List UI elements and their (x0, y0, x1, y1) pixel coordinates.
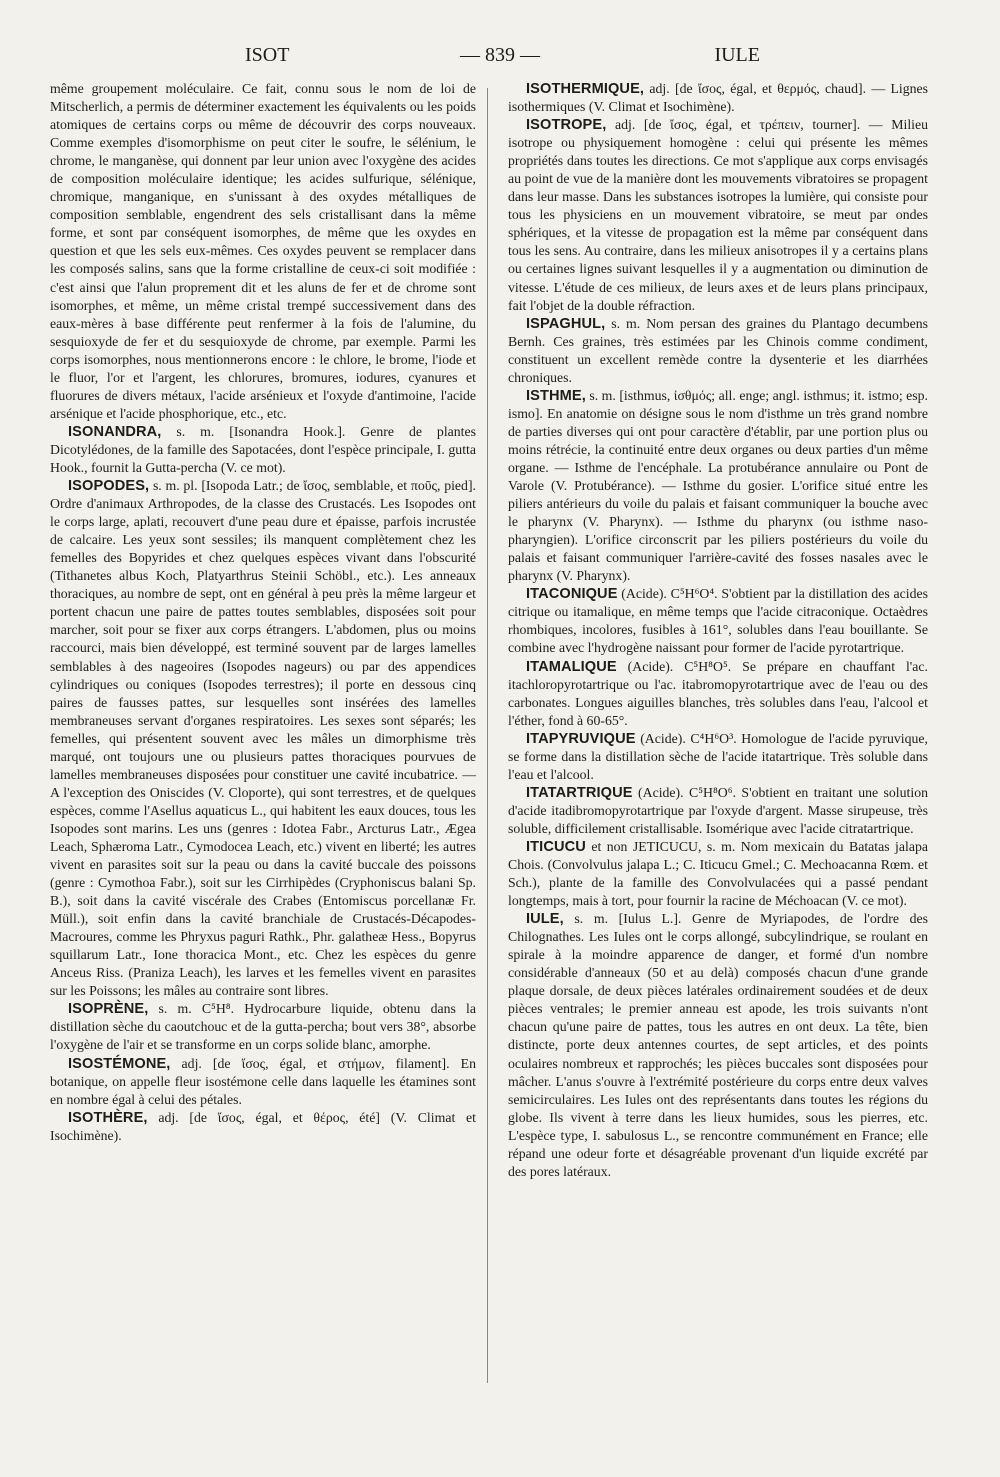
headword: ITAMALIQUE (526, 658, 617, 675)
headword: IULE, (526, 911, 564, 928)
header-right-guide-word: IULE (714, 44, 760, 66)
headword: ISOTROPE, (526, 117, 607, 134)
entry-text: s. m. C⁵H⁸. Hydrocarbure liquide, obtenu dans la distillation sèche du caoutchouc et de la gutta-percha; bout vers 38°, absorbe l'oxygène de l'air et se transforme en un corps solide blanc, amorphe. (50, 1001, 476, 1053)
headword: ISOSTÉMONE, (68, 1055, 171, 1072)
entry-isostemone (50, 1055, 476, 1109)
entry-text: adj. [de ἴσος, égal, et θερμός, chaud]. — Lignes isothermiques (V. Climat et Isochimène). (508, 81, 928, 115)
entry-ispaghul (508, 315, 928, 387)
headword: ISOPRÈNE, (68, 1001, 149, 1018)
entry-isoprene (50, 1000, 476, 1054)
headword: ISONANDRA, (68, 423, 162, 440)
entry-text: (Acide). C⁴H⁶O³. Homologue de l'acide pyruvique, se forme dans la distillation sèche de l'acide itatartrique. Très soluble dans l'eau et l'alcool. (508, 730, 928, 782)
entry-continuation (50, 80, 476, 423)
entry-isothere (50, 1109, 476, 1145)
entry-text: s. m. Nom persan des graines du Plantago decumbens Bernh. Ces graines, très estimées par les Chinois comme condiment, constituent un excellent remède contre la dysenterie et les diarrhées chroniques. (508, 315, 929, 385)
header-left-guide-word: ISOT (245, 44, 290, 66)
right-column (508, 80, 928, 1181)
entry-itamalique (508, 658, 928, 730)
entry-text: et non JETICUCU, s. m. Nom mexicain du Batatas jalapa Chois. (Convolvulus jalapa L.; C. Iticucu Gmel.; C. Mechoacanna Rœm. et Sch.), plante de la famille des Convolvulacées qui a passé pendant longtemps, mais à tort, pour fournir la racine de Méchoacan (V. ce mot). (508, 838, 928, 909)
entry-text: adj. [de ἴσος, égal, et θέρος, été] (V. Climat et Isochimène). (50, 1109, 476, 1143)
entry-text: s. m. [Isonandra Hook.]. Genre de plantes Dicotylédones, de la famille des Sapotacées, dont l'espèce principale, I. gutta Hook., fournit la Gutta-percha (V. ce mot). (50, 423, 476, 475)
headword: ITACONIQUE (526, 586, 618, 603)
entry-isothermique (508, 80, 928, 116)
entry-text: même groupement moléculaire. Ce fait, connu sous le nom de loi de Mitscherlich, a permis de déterminer exactement les équivalents ou les poids atomiques de certains corps ou même de découvrir des corps nouveaux. Comme exemples d'isomorphisme on peut citer le soufre, le sélénium, le chrome, le manganèse, qui donnent par leur union avec l'oxygène des acides de composition moléculaire identique; les acides sulfurique, sélénique, chromique, manganique, en s'unissant à des oxydes métalliques de composition semblable, engendrent des sels cristallisant dans la même forme, et sont par conséquent isomorphes, de même que les oxydes en question et que les sels eux-mêmes. Ces oxydes peuvent se remplacer dans les composés salins, sans que la forme cristalline de ceux-ci soit modifiée : c'est ainsi que l'alun proprement dit et les aluns de fer et de chrome sont isomorphes, et même, un même cristal trempé successivement dans des eaux-mères à base différente peut renfermer à la fois de l'alumine, du sesquioxyde de fer et du sesquioxyde de chrome, par exemple. Parmi les corps isomorphes, nous mentionnerons encore : le chlore, le brome, l'iode et le fluor, l'or et l'argent, les chlorures, bromures, iodures, cyanures et fluorures de divers métaux, l'acide arsénieux et l'oxyde d'antimoine, l'acide arsénique et l'acide phosphorique, etc., etc. (50, 81, 476, 421)
entry-iule (508, 910, 928, 1181)
entry-text: (Acide). C⁵H⁶O⁴. S'obtient par la distillation des acides citrique ou itamalique, en même temps que l'acide citraconique. Octaèdres rhombiques, incolores, fusibles à 161°, solubles dans l'eau bouillante. Se combine avec l'hydrogène naissant pour former de l'acide pyrotartrique. (508, 586, 929, 656)
headword: ITATARTRIQUE (526, 784, 633, 801)
entry-text: adj. [de ἴσος, égal, et τρέπειν, tourner]. — Milieu isotrope ou physiquement homogène : celui qui présente les mêmes propriétés dans toutes les directions. Ce mot s'applique aux corps envisagés au point de vue de la manière dont les mouvements vibratoires se propagent dans leur masse. Dans les substances isotropes la lumière, qui consiste pour tous les physiciens en un mouvement vibratoire, se meut par ondes sphériques, et la vitesse de propagation est la même par conséquent dans tous les sens. Au contraire, dans les milieux anisotropes il y a certains plans ou certaines lignes suivant lesquelles il y a augmentation ou diminution de vitesse. L'étude de ces milieux, de leurs axes et de leurs plans principaux, fait l'objet de la double réfraction. (508, 117, 929, 313)
headword: ISPAGHUL, (526, 315, 606, 332)
headword: ISTHME, (526, 387, 586, 404)
entry-isopodes (50, 477, 476, 1000)
headword: ISOPODES, (68, 478, 150, 495)
entry-isonandra (50, 423, 476, 477)
running-header (40, 44, 960, 76)
headword: ITAPYRUVIQUE (526, 730, 636, 747)
entry-iticucu (508, 838, 928, 910)
entry-itapyruvique (508, 730, 928, 784)
entry-itaconique (508, 585, 928, 657)
entry-text: (Acide). C⁵H⁸O⁵. Se prépare en chauffant l'ac. itachloropyrotartrique ou l'ac. itabromopyrotartrique avec de l'eau ou des carbonates. Longues aiguilles blanches, très solubles dans l'eau, l'alcool et l'éther, fond à 60-65°. (508, 658, 928, 728)
page-number: — 839 — (460, 44, 540, 66)
entry-text: s. m. [Iulus L.]. Genre de Myriapodes, de l'ordre des Chilognathes. Les Iules ont le corps allongé, subcylindrique, se roulant en spirale à la moindre apparence de danger, et formé d'un nombre considérable d'anneaux (50 et au delà) composés chacun d'une grande plaque dorsale, de deux pièces latérales ordinairement soudées et de deux pièces ventrales; le premier anneau est apode, les trois suivants n'ont chacun qu'une paire de pattes, tous les autres en ont deux. La tête, bien distincte, porte deux antennes courtes, de sept articles, et des points oculaires nombreux et rapprochés; les pièces buccales sont disposées pour mâcher. L'anus s'ouvre à l'extrémité postérieure du corps entre deux valves semicirculaires. Les Iules ont des représentants dans toutes les régions du globe. Ils vivent à terre dans les lieux humides, sous les pierres, etc. L'espèce type, I. sabulosus L., se rencontre communément en France; elle répand une odeur forte et désagréable provenant d'un liquide excrété par des pores latéraux. (508, 911, 929, 1179)
headword: ITICUCU (526, 838, 586, 855)
entry-itatartrique (508, 784, 928, 838)
entry-isotrope (508, 116, 928, 315)
entry-text: s. m. [isthmus, ἰσθμός; all. enge; angl. isthmus; it. istmo; esp. ismo]. En anatomie on désigne sous le nom d'isthme un très grand nombre de parties diverses qui ont pour caractère d'établir, par une portion plus ou moins rétrécie, la continuité entre deux organes ou deux parties d'un même organe. — Isthme de l'encéphale. La protubérance annulaire ou Pont de Varole (V. Protubérance). — Isthme du gosier. L'orifice situé entre les piliers antérieurs du voile du palais et faisant communiquer la bouche avec le pharynx (V. Pharynx). — Isthme du pharynx (ou isthme naso-pharyngien). L'orifice circonscrit par les piliers postérieurs du voile du palais et faisant communiquer l'arrière-cavité des fosses nasales avec le pharynx (V. Pharynx). (508, 387, 928, 584)
entry-text: (Acide). C⁵H⁸O⁶. S'obtient en traitant une solution d'acide itadibromopyrotartrique par l'oxyde d'argent. Masse sirupeuse, très soluble, difficilement cristallisable. Isomérique avec l'acide citratartrique. (508, 784, 929, 836)
column-divider (487, 88, 488, 1383)
entry-text: s. m. pl. [Isopoda Latr.; de ἴσος, semblable, et ποῦς, pied]. Ordre d'animaux Arthropodes, de la classe des Crustacés. Les Isopodes ont le corps large, aplati, recouvert d'une peau dure et épaisse, parfois incrustée de calcaire. Les yeux sont sessiles; ils manquent complètement chez les femelles des Bopyrides et chez quelques espèces vivant dans l'obscurité (Tithanetes albus Koch, Platyarthrus Steinii Schöbl., etc.). Les anneaux thoraciques, au nombre de sept, ont en général à peu près la même largeur et portent chacun une paire de pattes toutes semblables, disposées soit pour marcher, soit pour se fixer aux corps étrangers. L'abdomen, plus ou moins raccourci, mais bien développé, est terminé souvent par de larges lamelles semblables à des nageoires (Isopodes nageurs) ou par des appendices cylindriques ou coniques (Isopodes terrestres); il porte en dessous cinq paires de fausses pattes, sur lesquelles sont insérées des lamelles membraneuses servant d'organes respiratoires. Les sexes sont séparés; les femelles, qui présentent souvent avec les mâles un dimorphisme très marqué, ont toujours une ou plusieurs pattes thoraciques pourvues de lamelles membraneuses disposées pour constituer une cavité incubatrice. — A l'exception des Oniscides (V. Cloporte), qui sont terrestres, et de quelques espèces, comme l'Asellus aquaticus L., qui habitent les eaux douces, tous les Isopodes sont marins. Les uns (genres : Idotea Fabr., Arcturus Latr., Ægea Leach, Sphæroma Latr., Cymodocea Leach, etc.) vivent en liberté; les autres vivent en parasites soit sur la peau ou dans la cavité buccale des poissons (genre : Cymothoa Fabr.), soit sur les Cirrhipèdes (Cryphoniscus balani Sp. B.), soit dans la cavité viscérale des Crabes (Entomiscus porcellanæ Fr. Müll.), soit enfin dans la cavité branchiale de Crustacés-Décapodes-Macroures, comme les Phryxus paguri Rathk., Phr. galatheæ Hess., Bopyrus squillarum Latr., Ione thoracica Mont., etc. Chez les espèces du genre Anceus Riss. (Praniza Leach), les larves et les femelles vivent en parasites sur les Poissons; les mâles au contraire sont libres. (50, 478, 476, 999)
headword: ISOTHÈRE, (68, 1109, 148, 1126)
left-column (50, 80, 476, 1145)
entry-isthme (508, 387, 928, 586)
headword: ISOTHERMIQUE, (526, 81, 645, 97)
entry-text: adj. [de ἴσος, égal, et στήμων, filament]. En botanique, on appelle fleur isostémone celle dans laquelle les étamines sont en nombre égal à celui des pétales. (50, 1055, 476, 1107)
